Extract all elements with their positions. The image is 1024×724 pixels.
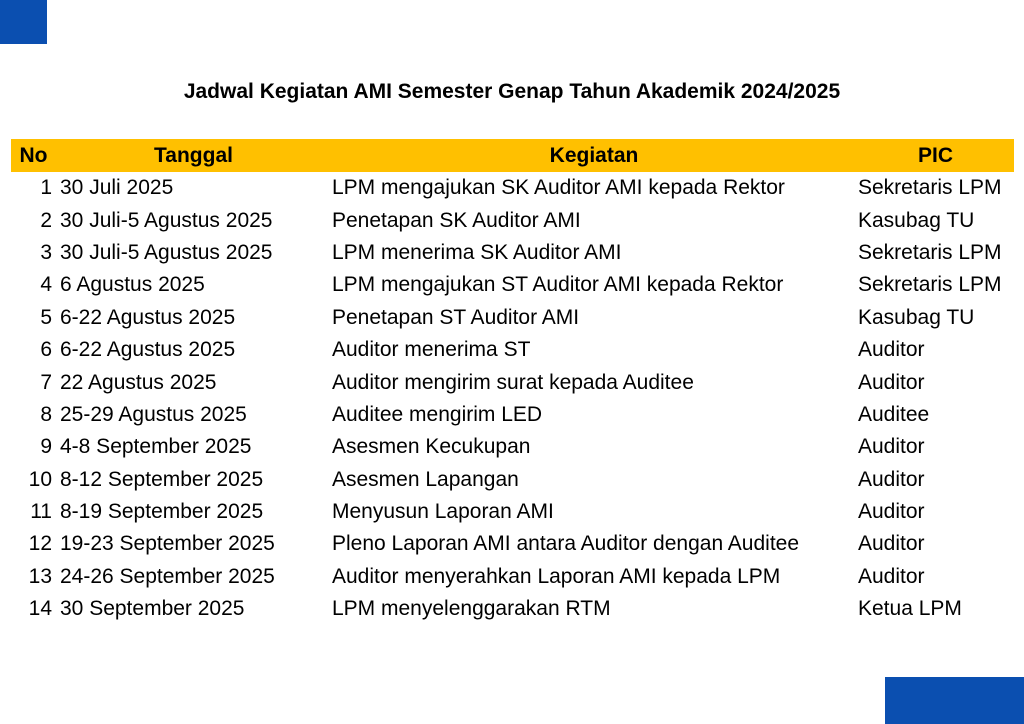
row-activity: Auditor menyerahkan Laporan AMI kepada LPM — [332, 564, 781, 588]
row-activity: LPM mengajukan ST Auditor AMI kepada Rektor — [332, 273, 784, 297]
table-row — [11, 172, 1014, 204]
row-activity: Asesmen Lapangan — [332, 467, 519, 491]
header-no: No — [11, 139, 56, 172]
row-activity: Asesmen Kecukupan — [332, 435, 531, 459]
row-pic: Auditor — [858, 435, 925, 459]
schedule-table — [11, 139, 1014, 625]
table-row — [11, 204, 1014, 236]
row-number: 12 — [28, 532, 52, 556]
row-activity: Penetapan SK Auditor AMI — [332, 208, 581, 232]
row-activity: Auditor menerima ST — [332, 338, 531, 362]
table-row — [11, 269, 1014, 301]
row-date: 6 Agustus 2025 — [60, 273, 205, 297]
row-number: 4 — [40, 273, 52, 297]
row-number: 13 — [28, 564, 52, 588]
row-date: 4-8 September 2025 — [60, 435, 252, 459]
table-row — [11, 464, 1014, 496]
row-date: 6-22 Agustus 2025 — [60, 338, 236, 362]
row-number: 5 — [40, 305, 52, 329]
row-activity: LPM mengajukan SK Auditor AMI kepada Rektor — [332, 176, 785, 200]
header-tanggal: Tanggal — [56, 139, 331, 172]
table-body — [11, 172, 1014, 625]
page-title: Jadwal Kegiatan AMI Semester Genap Tahun Akademik 2024/2025 — [183, 80, 841, 103]
row-activity: Pleno Laporan AMI antara Auditor dengan Auditee — [332, 532, 800, 556]
row-activity: Menyusun Laporan AMI — [332, 500, 554, 524]
row-number: 9 — [40, 435, 52, 459]
row-activity: LPM menerima SK Auditor AMI — [332, 240, 622, 264]
row-date: 24-26 September 2025 — [60, 564, 275, 588]
row-number: 8 — [40, 402, 52, 426]
row-pic: Sekretaris LPM — [858, 240, 1002, 264]
row-activity: Auditee mengirim LED — [332, 402, 543, 426]
row-number: 11 — [30, 500, 52, 524]
row-date: 8-12 September 2025 — [60, 467, 264, 491]
table-row — [11, 302, 1014, 334]
row-date: 8-19 September 2025 — [60, 500, 264, 524]
row-pic: Sekretaris LPM — [858, 176, 1002, 200]
header-pic: PIC — [857, 139, 1014, 172]
row-pic: Auditor — [858, 370, 925, 394]
row-date: 30 September 2025 — [60, 597, 245, 621]
row-activity: LPM menyelenggarakan RTM — [332, 597, 611, 621]
row-pic: Sekretaris LPM — [858, 273, 1002, 297]
row-pic: Auditee — [858, 402, 930, 426]
table-row — [11, 366, 1014, 398]
row-date: 30 Juli 2025 — [60, 176, 174, 200]
row-pic: Auditor — [858, 532, 925, 556]
row-pic: Kasubag TU — [858, 305, 975, 329]
row-pic: Kasubag TU — [858, 208, 975, 232]
row-date: 30 Juli-5 Agustus 2025 — [60, 208, 273, 232]
table-row — [11, 431, 1014, 463]
row-date: 19-23 September 2025 — [60, 532, 275, 556]
table-header-row — [11, 139, 1014, 172]
table-row — [11, 593, 1014, 625]
table-row — [11, 334, 1014, 366]
row-pic: Auditor — [858, 500, 925, 524]
row-number: 3 — [40, 240, 52, 264]
row-pic: Auditor — [858, 467, 925, 491]
table-row — [11, 399, 1014, 431]
table-row — [11, 237, 1014, 269]
corner-accent-bottom-right — [885, 677, 1024, 724]
row-date: 30 Juli-5 Agustus 2025 — [60, 240, 273, 264]
row-number: 2 — [40, 208, 52, 232]
header-kegiatan: Kegiatan — [331, 139, 857, 172]
row-number: 6 — [40, 338, 52, 362]
row-activity: Penetapan ST Auditor AMI — [332, 305, 580, 329]
table-row — [11, 561, 1014, 593]
row-number: 1 — [40, 176, 52, 200]
row-number: 14 — [28, 597, 52, 621]
row-number: 10 — [28, 467, 52, 491]
row-activity: Auditor mengirim surat kepada Auditee — [332, 370, 694, 394]
table-row — [11, 528, 1014, 560]
row-pic: Auditor — [858, 338, 925, 362]
table-row — [11, 496, 1014, 528]
corner-accent-top-left — [0, 0, 47, 44]
row-pic: Auditor — [858, 564, 925, 588]
row-number: 7 — [40, 370, 52, 394]
row-date: 25-29 Agustus 2025 — [60, 402, 247, 426]
row-date: 22 Agustus 2025 — [60, 370, 217, 394]
row-date: 6-22 Agustus 2025 — [60, 305, 236, 329]
row-pic: Ketua LPM — [858, 597, 962, 621]
